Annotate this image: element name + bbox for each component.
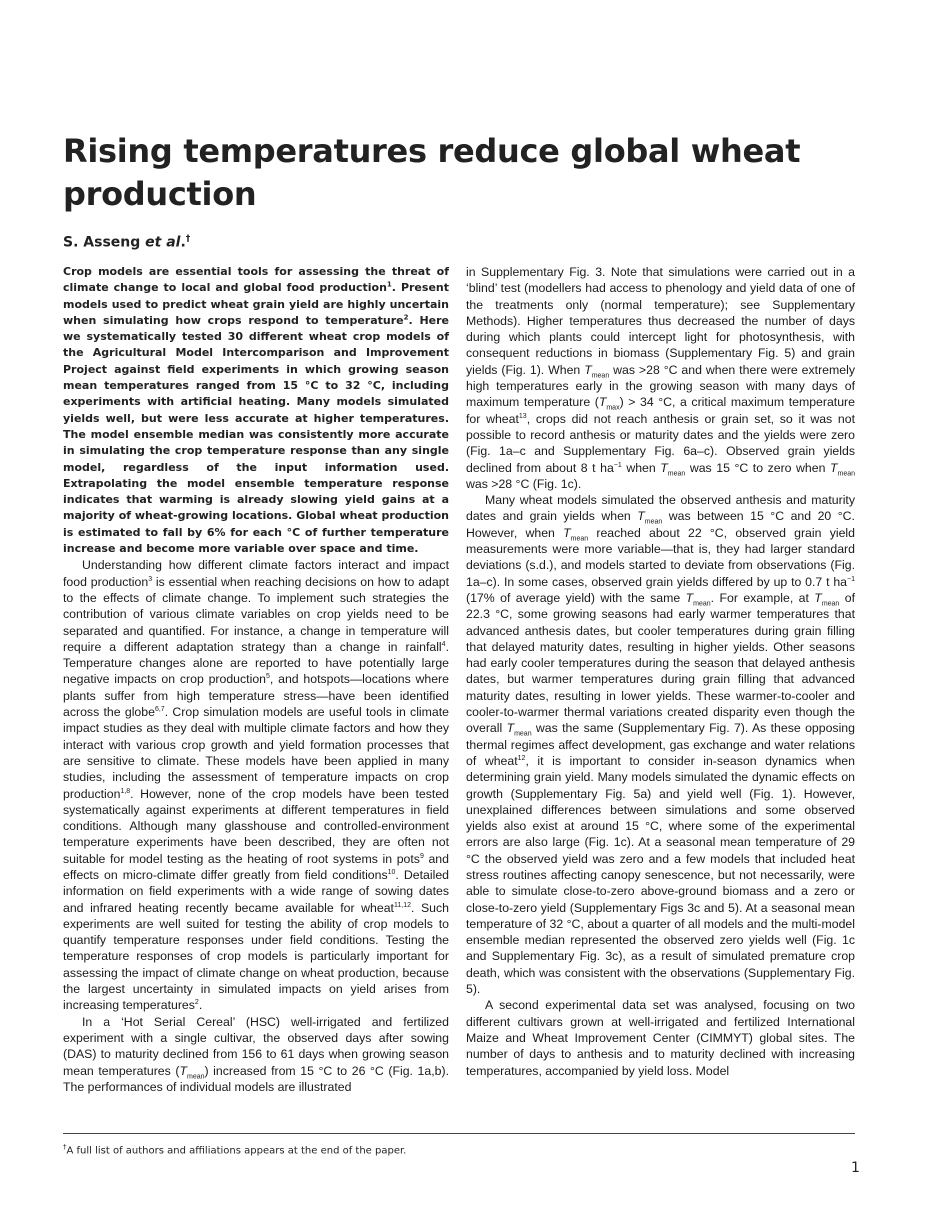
math-symbol: T bbox=[637, 509, 645, 524]
abstract bbox=[63, 264, 449, 557]
body-text: reached about 22 °C, observed grain yield measurements were more variable—that is, they had larger standard deviations (s.d.), and models started to deviate from observations (Fig. 1a–c). In some cases, observed grain yields differed by up to 0.7 t ha bbox=[466, 525, 855, 589]
citation-ref: 9 bbox=[419, 852, 424, 860]
body-text: was 15 °C to zero when bbox=[685, 460, 830, 475]
footnote-text: A full list of authors and affiliations appears at the end of the paper. bbox=[66, 1145, 407, 1157]
body-text: was >28 °C and when there were extremely high temperatures early in the growing season with many days of maximum temperature ( bbox=[466, 362, 855, 410]
author-dot: . bbox=[180, 234, 186, 251]
body-text: is essential when reaching decisions on how to adapt to the effects of climate change. To implement such strategies the contribution of various climate variables on crop yields need to be separated and quantified. For instance, a change in temperature will require a different adaptation strategy than a change in rainfall bbox=[63, 574, 449, 654]
body-text: Understanding how different climate factors interact and impact food production bbox=[63, 558, 449, 589]
body-text: was >28 °C (Fig. 1c). bbox=[466, 476, 582, 491]
author-name: S. Asseng bbox=[63, 234, 146, 251]
body-text: (17% of average yield) with the same bbox=[466, 590, 686, 605]
math-subscript: mean bbox=[667, 470, 686, 478]
body-paragraph bbox=[466, 997, 855, 1078]
body-text: . bbox=[198, 998, 203, 1013]
citation-ref: 10 bbox=[387, 868, 396, 876]
page-number: 1 bbox=[851, 1160, 860, 1176]
body-text: in Supplementary Fig. 3. Note that simulations were carried out in a ‘blind’ test (modellers had access to phenology and yield data of one of the treatments only (normal temperature); see Supplementary Methods). Higher temperatures thus decreased the number of days during which plants could intercept light for photosynthesis, with consequent reductions in biomass (Supplementary Fig. 5) and grain yields (Fig. 1). When bbox=[466, 265, 855, 377]
body-text: . Crop simulation models are useful tools in climate impact studies as they deal with multiple climate factors and how they interact with various crop growth and yield formation processes that are sensitive to climate. These models have been applied in many studies, including the assessment of temperature impacts on crop production bbox=[63, 705, 449, 801]
unit-exponent: −1 bbox=[613, 461, 622, 469]
citation-ref: 2 bbox=[194, 999, 199, 1007]
math-subscript: mean bbox=[644, 518, 663, 526]
body-text: and effects on micro-climate differ greatly from field conditions bbox=[63, 851, 449, 882]
footnote bbox=[63, 1143, 406, 1156]
math-subscript: mean bbox=[837, 470, 855, 478]
math-symbol: T bbox=[598, 395, 607, 410]
body-text: In a ‘Hot Serial Cereal’ (HSC) well-irrigated and fertilized experiment with a single cultivar, the observed days after sowing (DAS) to maturity declined from 156 to 61 days when growing season mean temperatures ( bbox=[63, 1014, 449, 1078]
citation-ref: 3 bbox=[148, 575, 153, 583]
math-subscript: mean bbox=[821, 600, 840, 608]
footnote-mark: † bbox=[63, 1143, 67, 1151]
citation-ref: 1,8 bbox=[120, 787, 131, 795]
body-text: was between 15 °C and 20 °C. However, when bbox=[466, 509, 855, 540]
abstract-text: . Present models used to predict wheat grain yield are highly uncertain when simulating how crops respond to temperature bbox=[63, 281, 449, 327]
citation-ref: 6,7 bbox=[154, 705, 165, 713]
author-line bbox=[63, 230, 190, 252]
body-text: . Such experiments are well suited for testing the ability of crop models to quantify temperature responses under field conditions. Testing the temperature responses of crop models is particularly important for assessing the impact of climate change on wheat production, because the largest uncertainty in simulated impacts on yield arises from increasing temperatures bbox=[63, 900, 449, 1013]
body-paragraph bbox=[466, 492, 855, 997]
math-symbol: T bbox=[685, 590, 694, 605]
body-paragraph bbox=[63, 1014, 449, 1095]
citation-ref: 4 bbox=[441, 640, 446, 648]
math-symbol: T bbox=[563, 525, 571, 540]
body-text: . However, none of the crop models have been tested systematically against experiments at different temperatures in field conditions. Although many glasshouse and controlled-environment temperature experiments have been described, they are often not suitable for model testing as the heating of root systems in pots bbox=[63, 786, 449, 866]
citation-ref: 2 bbox=[403, 313, 409, 322]
math-subscript: mean bbox=[693, 600, 711, 608]
body-paragraph bbox=[63, 557, 449, 1013]
citation-ref: 5 bbox=[266, 673, 270, 681]
math-symbol: T bbox=[814, 590, 822, 605]
body-text: . Detailed information on field experiments with a wide range of sowing dates and infrared heating recently became available for wheat bbox=[63, 867, 449, 915]
author-etal: et al bbox=[145, 234, 181, 251]
body-text: . For example, at bbox=[710, 590, 815, 605]
body-text: , it is important to consider in-season dynamics when determining grain yield. Many models simulated the dynamic effects on growth (Supplementary Fig. 5a) and yield well (Fig. 1). However, unexplained differences between simulations and some observed yields also exist at around 15 °C, where some of the experimental errors are also large (Fig. 1c). At a seasonal mean temperature of 29 °C the observed yield was zero and a few models that included heat stress routines affecting canopy senescence, but not necessarily, were able to simulate close-to-zero above-ground biomass and a zero or close-to-zero yield (Supplementary Figs 3c and 5). At a seasonal mean temperature of 32 °C, about a quarter of all models and the multi-model ensemble median represented the observed zero yields well (Fig. 1c and Supplementary Fig. 3c), as a result of simulated premature crop death, which was consistent with the observations (Supplementary Fig. 5). bbox=[466, 753, 855, 997]
math-subscript: mean bbox=[570, 535, 589, 543]
body-text: when bbox=[621, 460, 661, 475]
math-subscript: mean bbox=[514, 730, 532, 738]
math-symbol: T bbox=[660, 460, 668, 475]
math-subscript: mean bbox=[591, 372, 610, 380]
math-symbol: T bbox=[584, 362, 592, 377]
paper-title: Rising temperatures reduce global wheat production bbox=[63, 132, 801, 213]
abstract-text: Crop models are essential tools for assessing the threat of climate change to local and global food production bbox=[63, 265, 449, 295]
abstract-text: . Here we systematically tested 30 different wheat crop models of the Agricultural Model Intercomparison and Improvement Project against field experiments in which growing season mean temperatures ranged from 15 °C to 32 °C, including experiments with artificial heating. Many models simulated yields well, but were less accurate at higher temperatures. The model ensemble median was consistently more accurate in simulating the crop temperature response than any single model, regardless of the input information used. Extrapolating the model ensemble temperature response indicates that warming is already slowing yield gains at a majority of wheat-growing locations. Global wheat production is estimated to fall by 6% for each °C of further temperature increase and become more variable over space and time. bbox=[63, 313, 449, 556]
unit-exponent: −1 bbox=[847, 575, 855, 583]
left-column bbox=[63, 264, 449, 1095]
math-symbol: T bbox=[179, 1063, 187, 1078]
body-text: of 22.3 °C, some growing seasons had early warmer temperatures that advanced anthesis dates, but cooler temperatures during grain filling that delayed maturity dates, resulting in higher yields. Other seasons had early cooler temperatures during the season that delayed anthesis dates, but warmer temperatures during grain filling that advanced maturity dates, resulting in lower yields. These warmer-to-cooler and cooler-to-warmer thermal variations created disparity even though the overall bbox=[466, 590, 855, 736]
body-text: Many wheat models simulated the observed anthesis and maturity dates and grain yields when bbox=[466, 493, 855, 524]
math-subscript: mean bbox=[186, 1073, 205, 1080]
math-subscript: max bbox=[606, 404, 620, 412]
citation-ref: 1 bbox=[386, 280, 392, 289]
math-symbol: T bbox=[829, 460, 838, 475]
citation-ref: 12 bbox=[517, 754, 526, 762]
right-column bbox=[466, 264, 855, 1079]
body-text: A second experimental data set was analysed, focusing on two different cultivars grown at well-irrigated and fertilized International Maize and Wheat Improvement Center (CIMMYT) global sites. The number of days to anthesis and to maturity declined with increasing temperatures, accompanied by yield loss. Model bbox=[466, 998, 855, 1078]
body-text: , crops did not reach anthesis or grain set, so it was not possible to record anthesis or maturity dates and the yields were zero (Fig. 1a–c and Supplementary Fig. 6a–c). Observed grain yields declined from about 8 t ha bbox=[466, 411, 855, 475]
body-text: was the same (Supplementary Fig. 7). As these opposing thermal regimes affect development, gas exchange and water relations of wheat bbox=[466, 721, 855, 768]
footnote-divider bbox=[63, 1133, 855, 1134]
body-text: , and hotspots—locations where plants suffer from high temperature stress—have been identified across the globe bbox=[63, 672, 449, 720]
citation-ref: 13 bbox=[518, 412, 527, 420]
body-paragraph bbox=[466, 264, 855, 492]
citation-ref: 11,12 bbox=[393, 901, 411, 909]
author-mark: † bbox=[185, 234, 191, 244]
body-text: ) increased from 15 °C to 26 °C (Fig. 1a,b). The performances of individual models are illustrated bbox=[63, 1063, 449, 1094]
body-text: . Temperature changes alone are reported to have potentially large negative impacts on crop production bbox=[63, 639, 449, 687]
body-text: ) > 34 °C, a critical maximum temperature for wheat bbox=[466, 395, 855, 426]
math-symbol: T bbox=[506, 721, 515, 736]
